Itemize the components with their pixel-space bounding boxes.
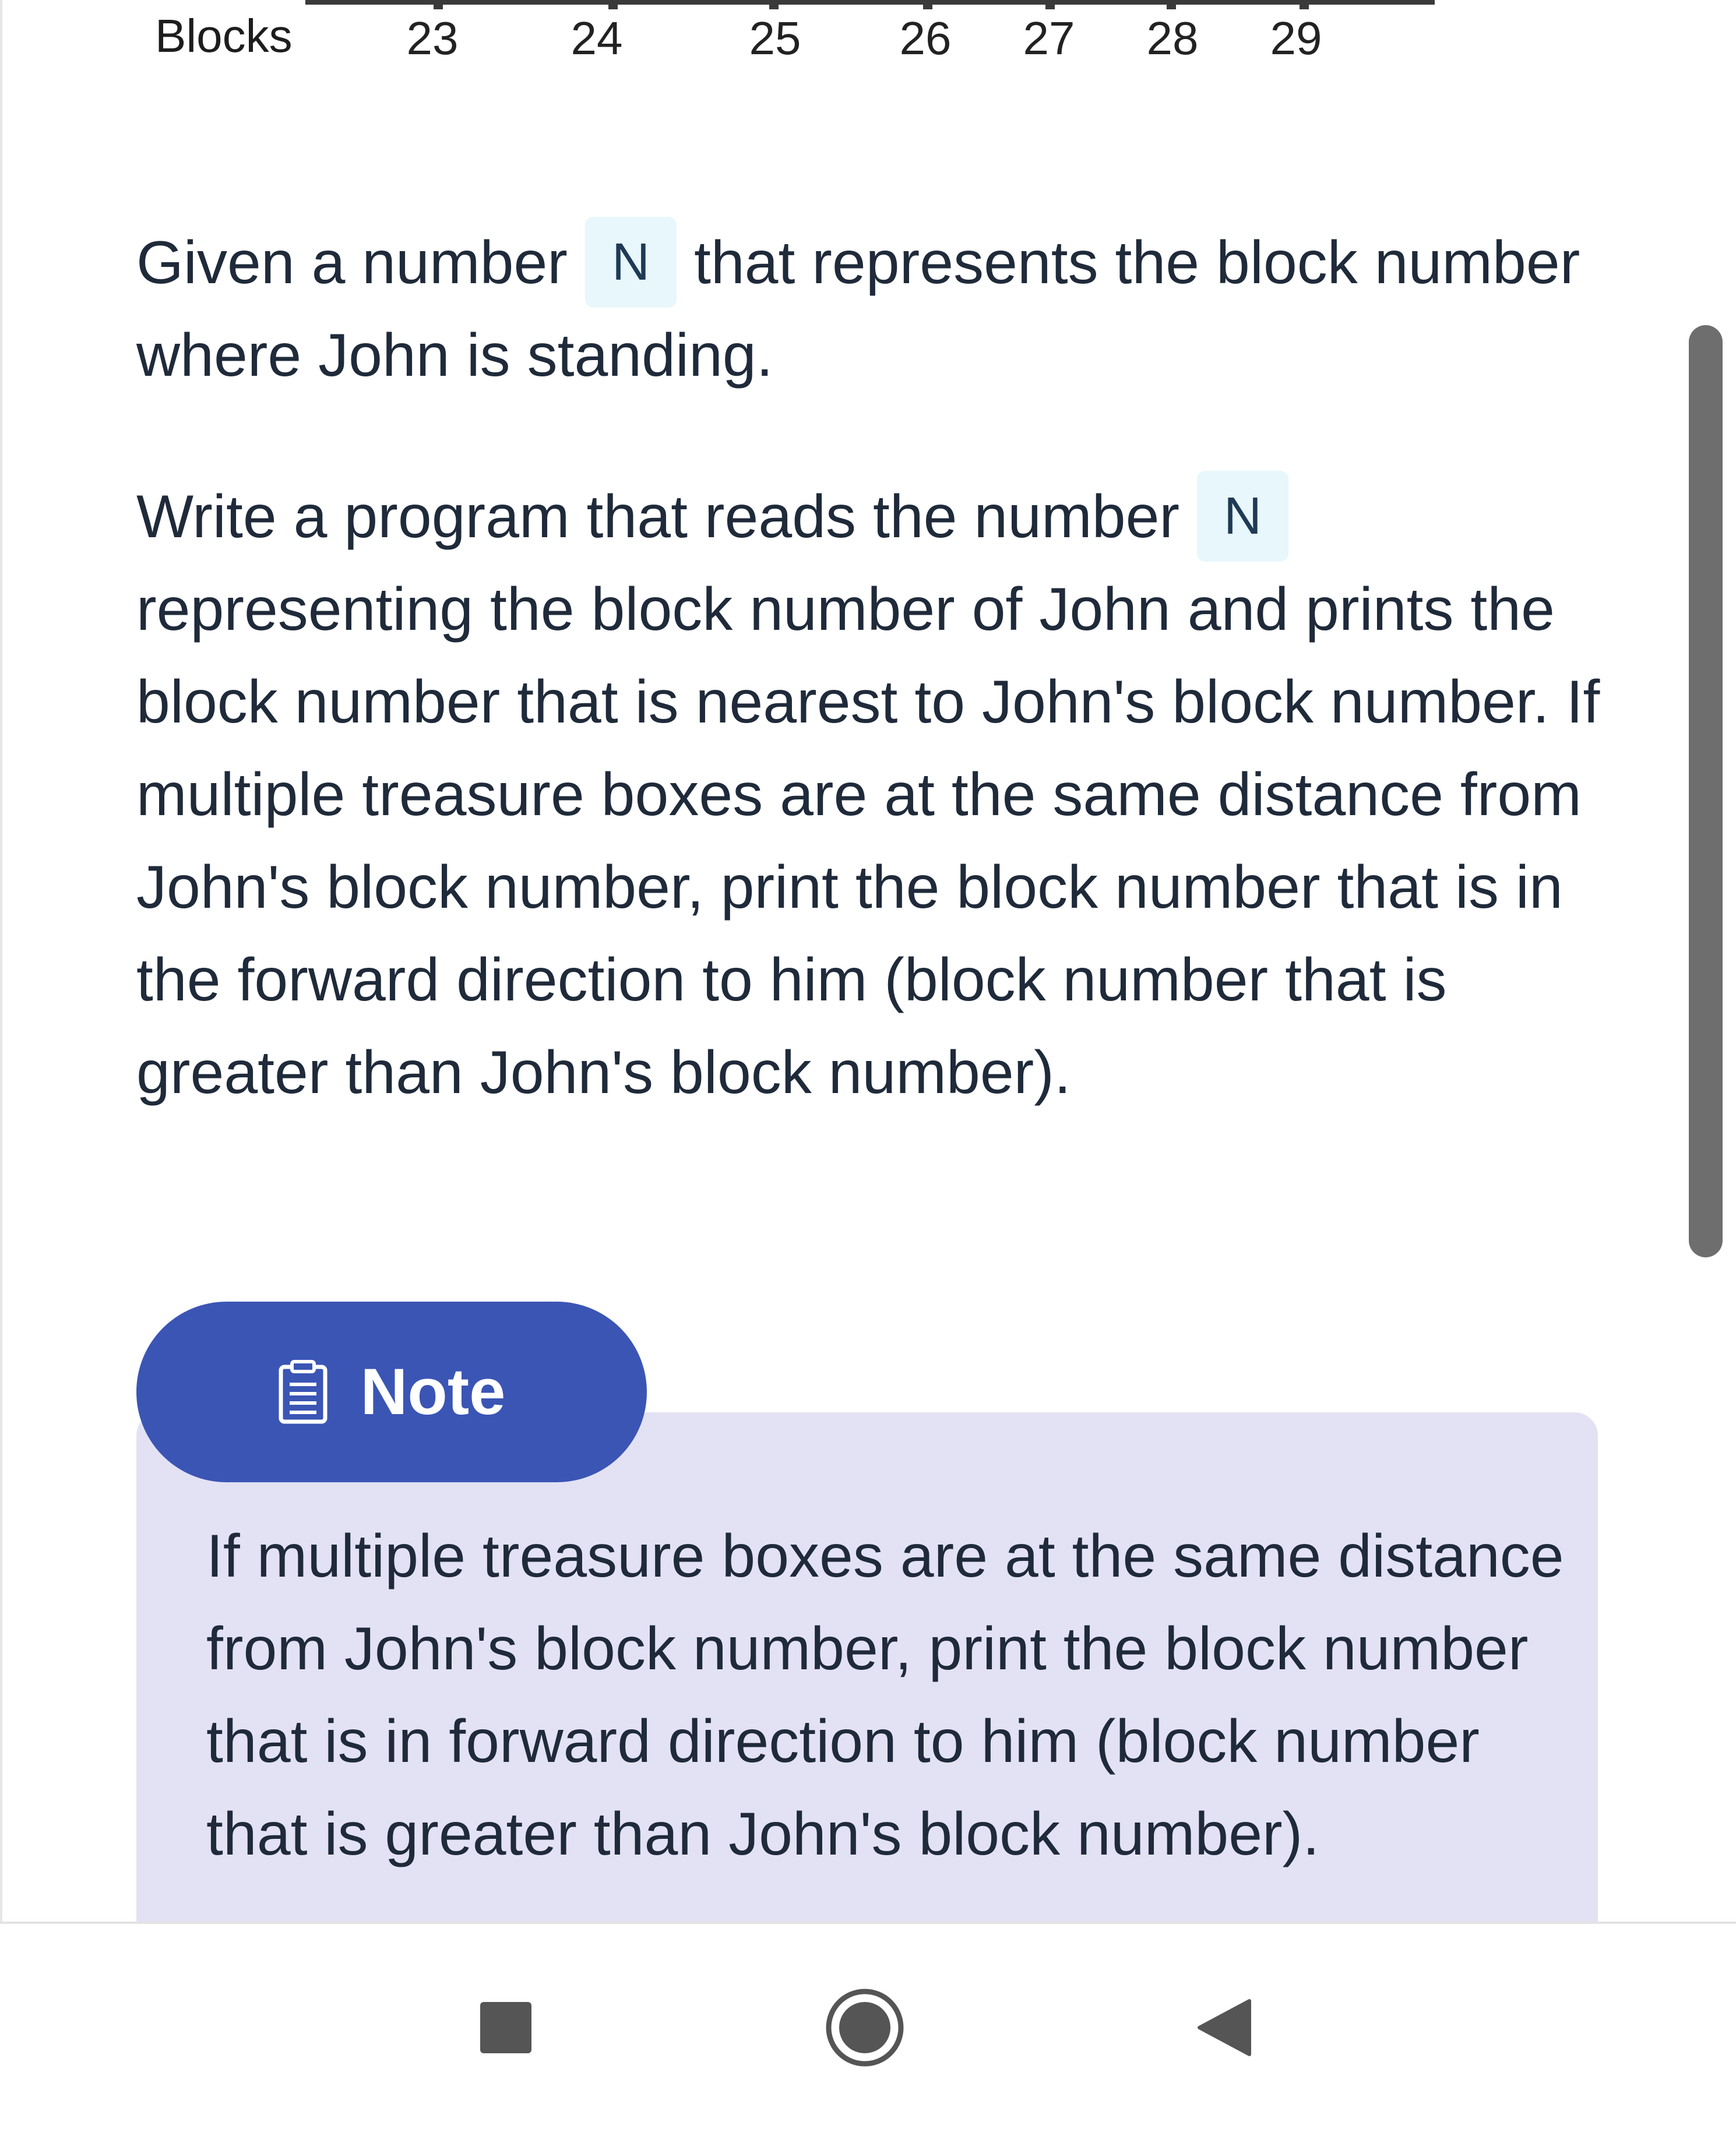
paragraph-text: representing the block number of John and prints the block number that is nearest to John's block number. If multiple treasure boxes are at the same distance from John's block number, print the block number that is in the forward direction to him (block number that is greater than John's block number). [136, 576, 1600, 1106]
block-number: 28 [1146, 12, 1199, 64]
code-chip-n: N [1197, 471, 1288, 562]
block-number: 27 [1023, 12, 1075, 64]
square-icon [480, 2002, 531, 2056]
description-paragraph-2 [136, 471, 1605, 1119]
block-number: 23 [406, 12, 459, 64]
blocks-line [305, 0, 1435, 5]
block-number: 24 [571, 12, 623, 64]
note-header [136, 1302, 647, 1482]
blocks-row [0, 0, 1736, 82]
block-tick [608, 0, 618, 9]
paragraph-text: Write a program that reads the number [136, 483, 1180, 551]
block-tick [1167, 0, 1176, 9]
block-number: 26 [899, 12, 952, 64]
recents-button[interactable] [471, 1994, 541, 2064]
left-edge-divider [0, 0, 2, 1922]
blocks-label: Blocks [155, 10, 293, 62]
block-number: 25 [749, 12, 801, 64]
block-tick [1300, 0, 1309, 9]
code-chip-n: N [585, 217, 677, 308]
block-tick [769, 0, 779, 9]
back-button[interactable] [1189, 1994, 1259, 2064]
description-paragraph-1 [136, 217, 1605, 402]
system-nav-bar [0, 1922, 1736, 2129]
circle-icon [824, 1987, 906, 2071]
block-tick [1045, 0, 1055, 9]
note-text: If multiple treasure boxes are at the same distance from John's block number, print the block number that is in forward direction to him (block number that is greater than John's block number). [206, 1522, 1564, 1868]
clipboard-icon [278, 1360, 328, 1424]
note-title: Note [360, 1355, 506, 1428]
home-button[interactable] [830, 1994, 900, 2064]
triangle-back-icon [1196, 1997, 1252, 2061]
block-tick [434, 0, 443, 9]
block-number: 29 [1270, 12, 1322, 64]
paragraph-text: Given a number [136, 229, 568, 297]
scrollbar-thumb[interactable] [1689, 325, 1723, 1257]
paragraph-text: that represents the block number where John is standing. [136, 229, 1580, 389]
block-tick [923, 0, 932, 9]
